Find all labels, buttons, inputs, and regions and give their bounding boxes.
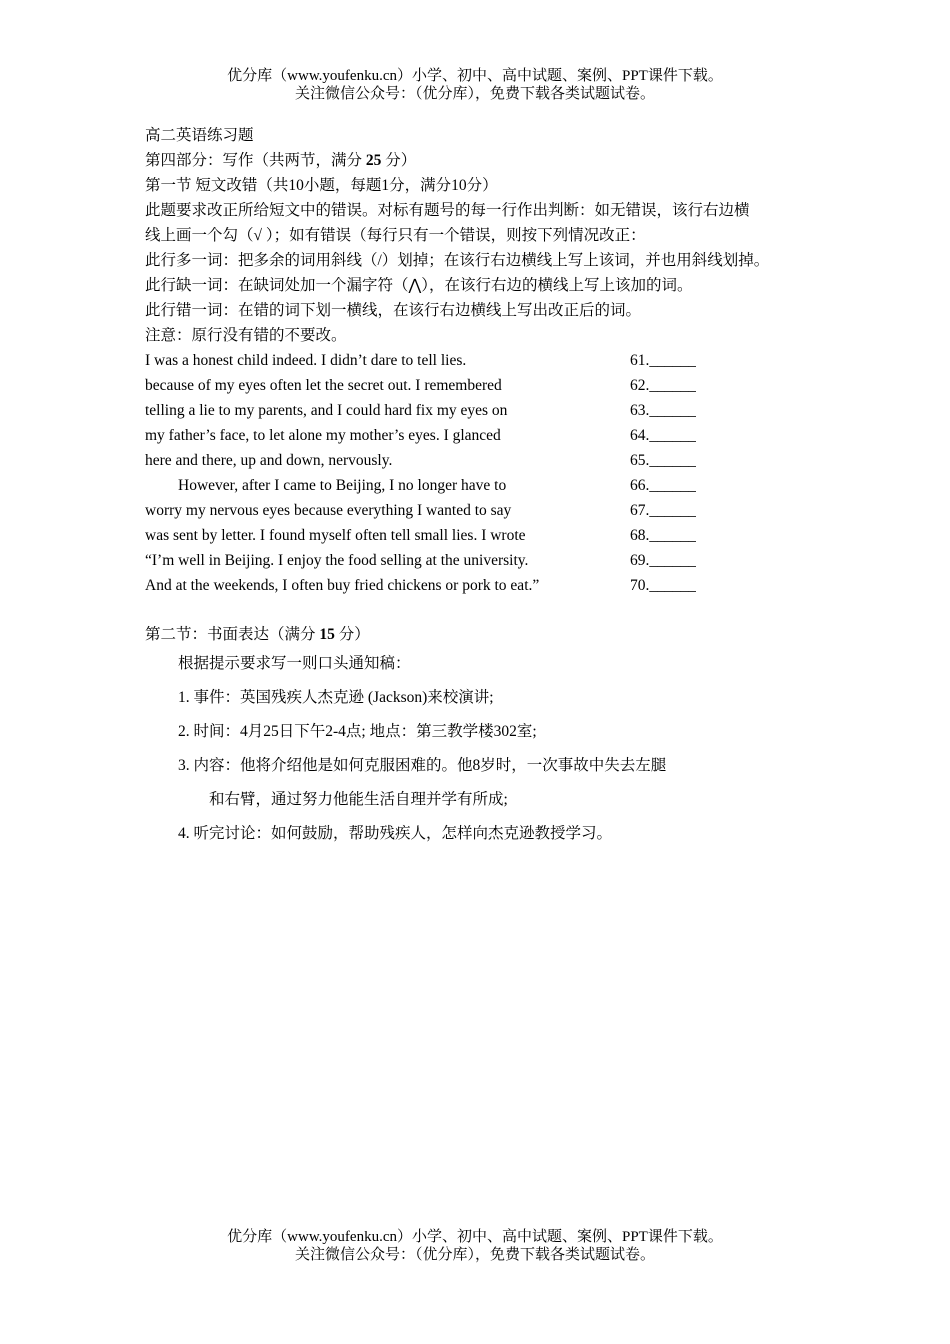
answer-blank: 66.______ [630, 477, 696, 494]
answer-blank: 62.______ [630, 377, 696, 394]
footer-line-1: 优分库（www.youfenku.cn）小学、初中、高中试题、案例、PPT课件下载。 [227, 1229, 723, 1245]
passage-line [145, 498, 845, 523]
passage-text: worry my nervous eyes because everything I wanted to say [145, 502, 512, 519]
passage-line [145, 448, 845, 473]
header-line-1: 优分库（www.youfenku.cn）小学、初中、高中试题、案例、PPT课件下载。 [227, 68, 723, 84]
list-item-continuation: 和右臂，通过努力他能生活自理并学有所成; [209, 791, 508, 808]
passage-text: because of my eyes often let the secret out. I remembered [145, 377, 502, 394]
list-item: 4. 听完讨论：如何鼓励，帮助残疾人，怎样向杰克逊教授学习。 [178, 825, 613, 842]
document-body [145, 123, 845, 851]
instruction-line: 此行错一词：在错的词下划一横线，在该行右边横线上写出改正后的词。 [145, 302, 642, 319]
instruction-line: 此题要求改正所给短文中的错误。对标有题号的每一行作出判断：如无错误，该行右边横 [145, 202, 750, 219]
instruction-line: 此行多一词：把多余的词用斜线（/）划掉；在该行右边横线上写上该词，并也用斜线划掉。 [145, 252, 770, 269]
passage-line [145, 523, 845, 548]
passage-line [145, 348, 845, 373]
passage-text: “I’m well in Beijing. I enjoy the food selling at the university. [145, 552, 529, 569]
passage-text: was sent by letter. I found myself often tell small lies. I wrote [145, 527, 526, 544]
document-title: 高二英语练习题 [145, 127, 254, 144]
passage-line [145, 398, 845, 423]
section1-heading: 第一节 短文改错（共10小题，每题1分，满分10分） [145, 177, 498, 194]
list-item: 1. 事件：英国残疾人杰克逊 (Jackson)来校演讲; [178, 689, 494, 706]
passage-line [145, 548, 845, 573]
footer-line-2: 关注微信公众号：（优分库），免费下载各类试题试卷。 [294, 1247, 655, 1263]
passage-text: here and there, up and down, nervously. [145, 452, 393, 469]
answer-blank: 61.______ [630, 352, 696, 369]
section2-heading: 第二节：书面表达（满分 15 分） [145, 626, 370, 643]
answer-blank: 69.______ [630, 552, 696, 569]
list-item: 2. 时间：4月25日下午2-4点; 地点：第三教学楼302室; [178, 723, 537, 740]
answer-blank: 64.______ [630, 427, 696, 444]
passage-text: my father’s face, to let alone my mother’s eyes. I glanced [145, 427, 501, 444]
list-item: 3. 内容：他将介绍他是如何克服困难的。他8岁时，一次事故中失去左腿 [178, 757, 667, 774]
answer-blank: 67.______ [630, 502, 696, 519]
answer-blank: 63.______ [630, 402, 696, 419]
instruction-note: 注意：原行没有错的不要改。 [145, 327, 347, 344]
passage-line [145, 473, 845, 498]
instruction-line: 线上画一个勾（√ ）；如有错误（每行只有一个错误，则按下列情况改正： [145, 227, 646, 244]
answer-blank: 65.______ [630, 452, 696, 469]
passage-text: And at the weekends, I often buy fried chickens or pork to eat.” [145, 577, 540, 594]
spacer [145, 598, 845, 622]
passage-line [145, 423, 845, 448]
passage-line [145, 573, 845, 598]
page-footer [0, 1228, 950, 1264]
passage-text: telling a lie to my parents, and I could hard fix my eyes on [145, 402, 508, 419]
part4-heading: 第四部分：写作（共两节，满分 25 分） [145, 152, 417, 169]
page-header [0, 67, 950, 103]
header-line-2: 关注微信公众号：（优分库），免费下载各类试题试卷。 [294, 86, 655, 102]
answer-blank: 68.______ [630, 527, 696, 544]
instruction-line: 此行缺一词：在缺词处加一个漏字符（⋀），在该行右边的横线上写上该加的词。 [145, 277, 693, 294]
section2-intro: 根据提示要求写一则口头通知稿： [178, 655, 411, 672]
passage-text: However, after I came to Beijing, I no longer have to [178, 477, 507, 494]
passage-text: I was a honest child indeed. I didn’t dare to tell lies. [145, 352, 467, 369]
answer-blank: 70.______ [630, 577, 696, 594]
passage-line [145, 373, 845, 398]
